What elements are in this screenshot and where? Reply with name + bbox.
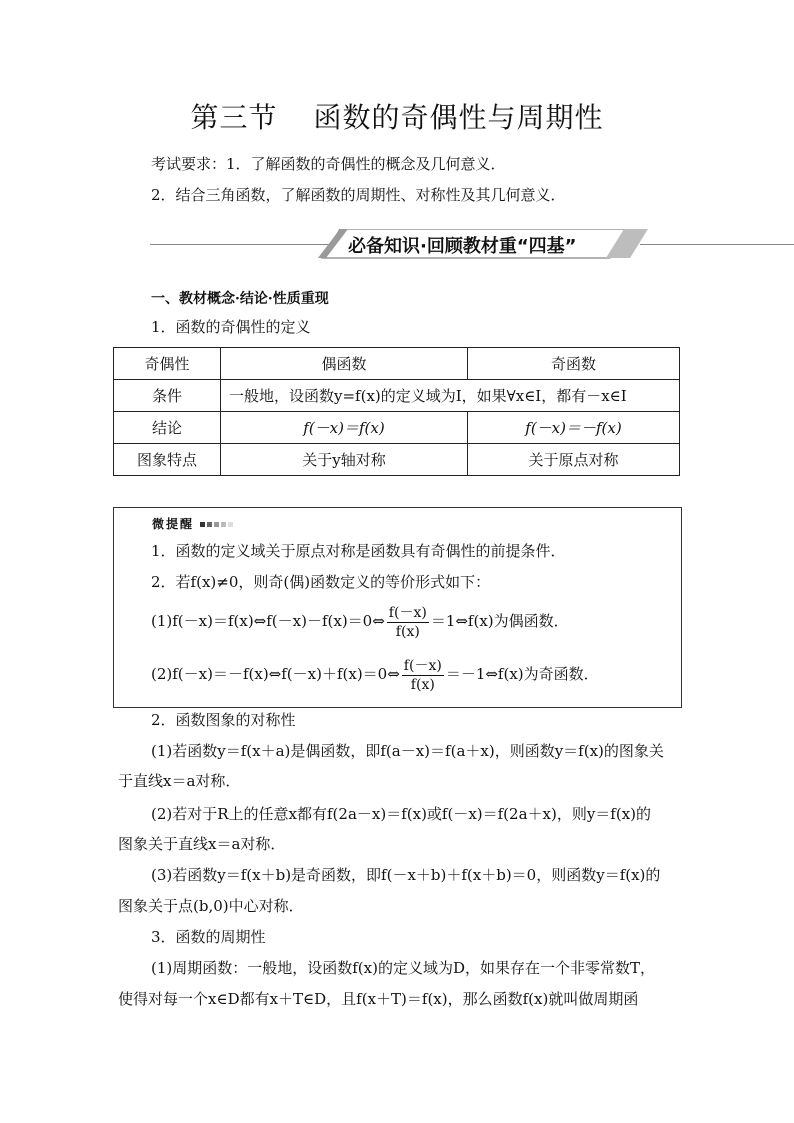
tip-equation-1 <box>151 601 569 641</box>
table-row-label: 条件 <box>114 380 221 412</box>
decor-square-icon <box>207 522 212 527</box>
tip-equation-2 <box>151 654 599 694</box>
requirement-line-2: 2．结合三角函数，了解函数的周期性、对称性及其几何意义． <box>151 186 566 204</box>
tip-heading-text: 微提醒 <box>152 517 195 531</box>
table-row-label: 结论 <box>114 412 221 444</box>
decor-square-icon <box>228 522 233 527</box>
table-cell-even-graph: 关于y轴对称 <box>221 444 468 476</box>
section-heading-2: 2．函数图象的对称性 <box>151 711 296 729</box>
subheading-parity-definition: 1．函数的奇偶性的定义 <box>151 318 311 336</box>
periodic-para-1-line-2: 使得对每一个x∈D都有x＋T∈D，且f(x＋T)＝f(x)，那么函数f(x)就叫做周期函 <box>118 990 639 1008</box>
eq2-right: ＝－1⇔f(x)为奇函数． <box>445 665 599 683</box>
title-section-number: 第三节 <box>190 101 278 134</box>
table-row <box>114 444 680 476</box>
eq2-denominator: f(x) <box>410 676 435 693</box>
table-header-cell: 偶函数 <box>221 348 468 380</box>
banner-right-rule <box>640 244 794 245</box>
tip-line-2: 2．若f(x)≠0，则奇(偶)函数定义的等价形式如下： <box>151 573 491 591</box>
table-cell-odd-conclusion: f(－x)＝－f(x) <box>468 412 680 444</box>
tip-heading <box>152 515 235 532</box>
symmetry-para-2-line-2: 图象关于直线x＝a对称． <box>118 835 286 853</box>
section-heading-3: 3．函数的周期性 <box>151 928 266 946</box>
title-text: 函数的奇偶性与周期性 <box>313 101 604 134</box>
symmetry-para-3-line-2: 图象关于点(b,0)中心对称． <box>118 897 304 915</box>
page-title <box>0 96 794 136</box>
decor-square-icon <box>214 522 219 527</box>
eq1-right: ＝1⇔f(x)为偶函数． <box>430 612 569 630</box>
table-row <box>114 380 680 412</box>
parity-definition-table <box>113 347 680 476</box>
decor-square-icon <box>221 522 226 527</box>
eq1-numerator: f(－x) <box>388 604 427 621</box>
table-header-cell: 奇函数 <box>468 348 680 380</box>
banner-title: 必备知识·回顾教材重“四基” <box>348 236 577 257</box>
symmetry-para-3-line-1: (3)若函数y＝f(x＋b)是奇函数，即f(－x＋b)＋f(x＋b)＝0，则函数y＝f(x)的 <box>151 866 661 884</box>
table-cell-odd-graph: 关于原点对称 <box>468 444 680 476</box>
table-header-row <box>114 348 680 380</box>
symmetry-para-2-line-1: (2)若对于R上的任意x都有f(2a－x)＝f(x)或f(－x)＝f(2a＋x)，则y＝f(x)的 <box>151 805 652 823</box>
eq2-numerator: f(－x) <box>403 657 442 674</box>
table-row <box>114 412 680 444</box>
table-row-label: 图象特点 <box>114 444 221 476</box>
symmetry-para-1-line-2: 于直线x＝a对称． <box>118 772 241 790</box>
periodic-para-1-line-1: (1)周期函数：一般地，设函数f(x)的定义域为D，如果存在一个非零常数T， <box>151 959 655 977</box>
banner-left-rule <box>150 244 340 245</box>
table-header-cell: 奇偶性 <box>114 348 221 380</box>
eq1-fraction <box>387 604 429 641</box>
table-condition-text: 一般地，设函数y=f(x)的定义域为I，如果∀x∈I，都有－x∈I <box>221 380 680 412</box>
table-cell-even-conclusion: f(－x)＝f(x) <box>221 412 468 444</box>
section-heading-1: 一、教材概念·结论·性质重现 <box>151 291 329 307</box>
eq2-left: (2)f(－x)＝－f(x)⇔f(－x)＋f(x)＝0⇔ <box>151 665 400 683</box>
symmetry-para-1-line-1: (1)若函数y＝f(x＋a)是偶函数，即f(a－x)＝f(a＋x)，则函数y＝f(x)的图象关 <box>151 742 664 760</box>
eq1-left: (1)f(－x)＝f(x)⇔f(－x)－f(x)＝0⇔ <box>151 612 385 630</box>
eq2-fraction <box>402 657 444 694</box>
tip-line-1: 1．函数的定义域关于原点对称是函数具有奇偶性的前提条件． <box>151 542 566 560</box>
requirement-line-1: 考试要求：1．了解函数的奇偶性的概念及几何意义． <box>151 155 506 173</box>
decor-square-icon <box>200 522 205 527</box>
eq1-denominator: f(x) <box>395 623 420 640</box>
